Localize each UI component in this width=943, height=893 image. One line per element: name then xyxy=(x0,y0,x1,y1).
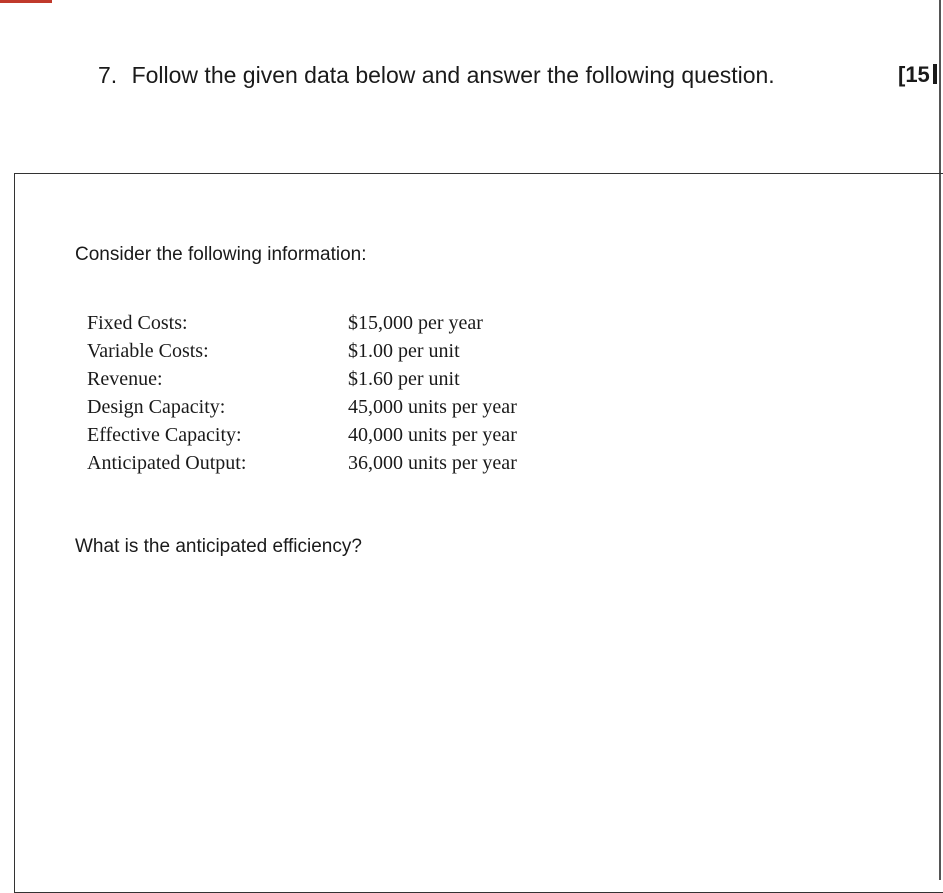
marks-value: [15 xyxy=(898,62,930,87)
data-row-fixed-costs xyxy=(87,309,608,337)
data-value: 45,000 units per year xyxy=(348,396,517,418)
data-label: Fixed Costs: xyxy=(87,312,188,334)
marks-label xyxy=(898,62,937,88)
data-row-effective-capacity xyxy=(87,421,608,449)
data-label: Effective Capacity: xyxy=(87,424,242,446)
data-value: $1.60 per unit xyxy=(348,368,460,390)
data-label: Anticipated Output: xyxy=(87,452,247,474)
data-row-revenue xyxy=(87,365,608,393)
corner-accent xyxy=(0,0,52,3)
data-value: 40,000 units per year xyxy=(348,424,517,446)
question-heading xyxy=(98,62,775,89)
final-question-text: What is the anticipated efficiency? xyxy=(75,536,362,557)
marks-cutoff-glyph xyxy=(933,64,937,84)
data-row-anticipated-output xyxy=(87,449,608,477)
intro-text: Consider the following information: xyxy=(75,244,367,265)
data-value: $1.00 per unit xyxy=(348,340,460,362)
data-value: 36,000 units per year xyxy=(348,452,517,474)
data-row-variable-costs xyxy=(87,337,608,365)
data-value: $15,000 per year xyxy=(348,312,483,334)
data-label: Revenue: xyxy=(87,368,163,390)
data-label: Design Capacity: xyxy=(87,396,226,418)
cost-data-table xyxy=(87,309,608,477)
question-number: 7. xyxy=(98,62,118,88)
question-text: Follow the given data below and answer the following question. xyxy=(131,62,775,88)
data-row-design-capacity xyxy=(87,393,608,421)
question-content-box xyxy=(14,173,943,893)
data-label: Variable Costs: xyxy=(87,340,209,362)
